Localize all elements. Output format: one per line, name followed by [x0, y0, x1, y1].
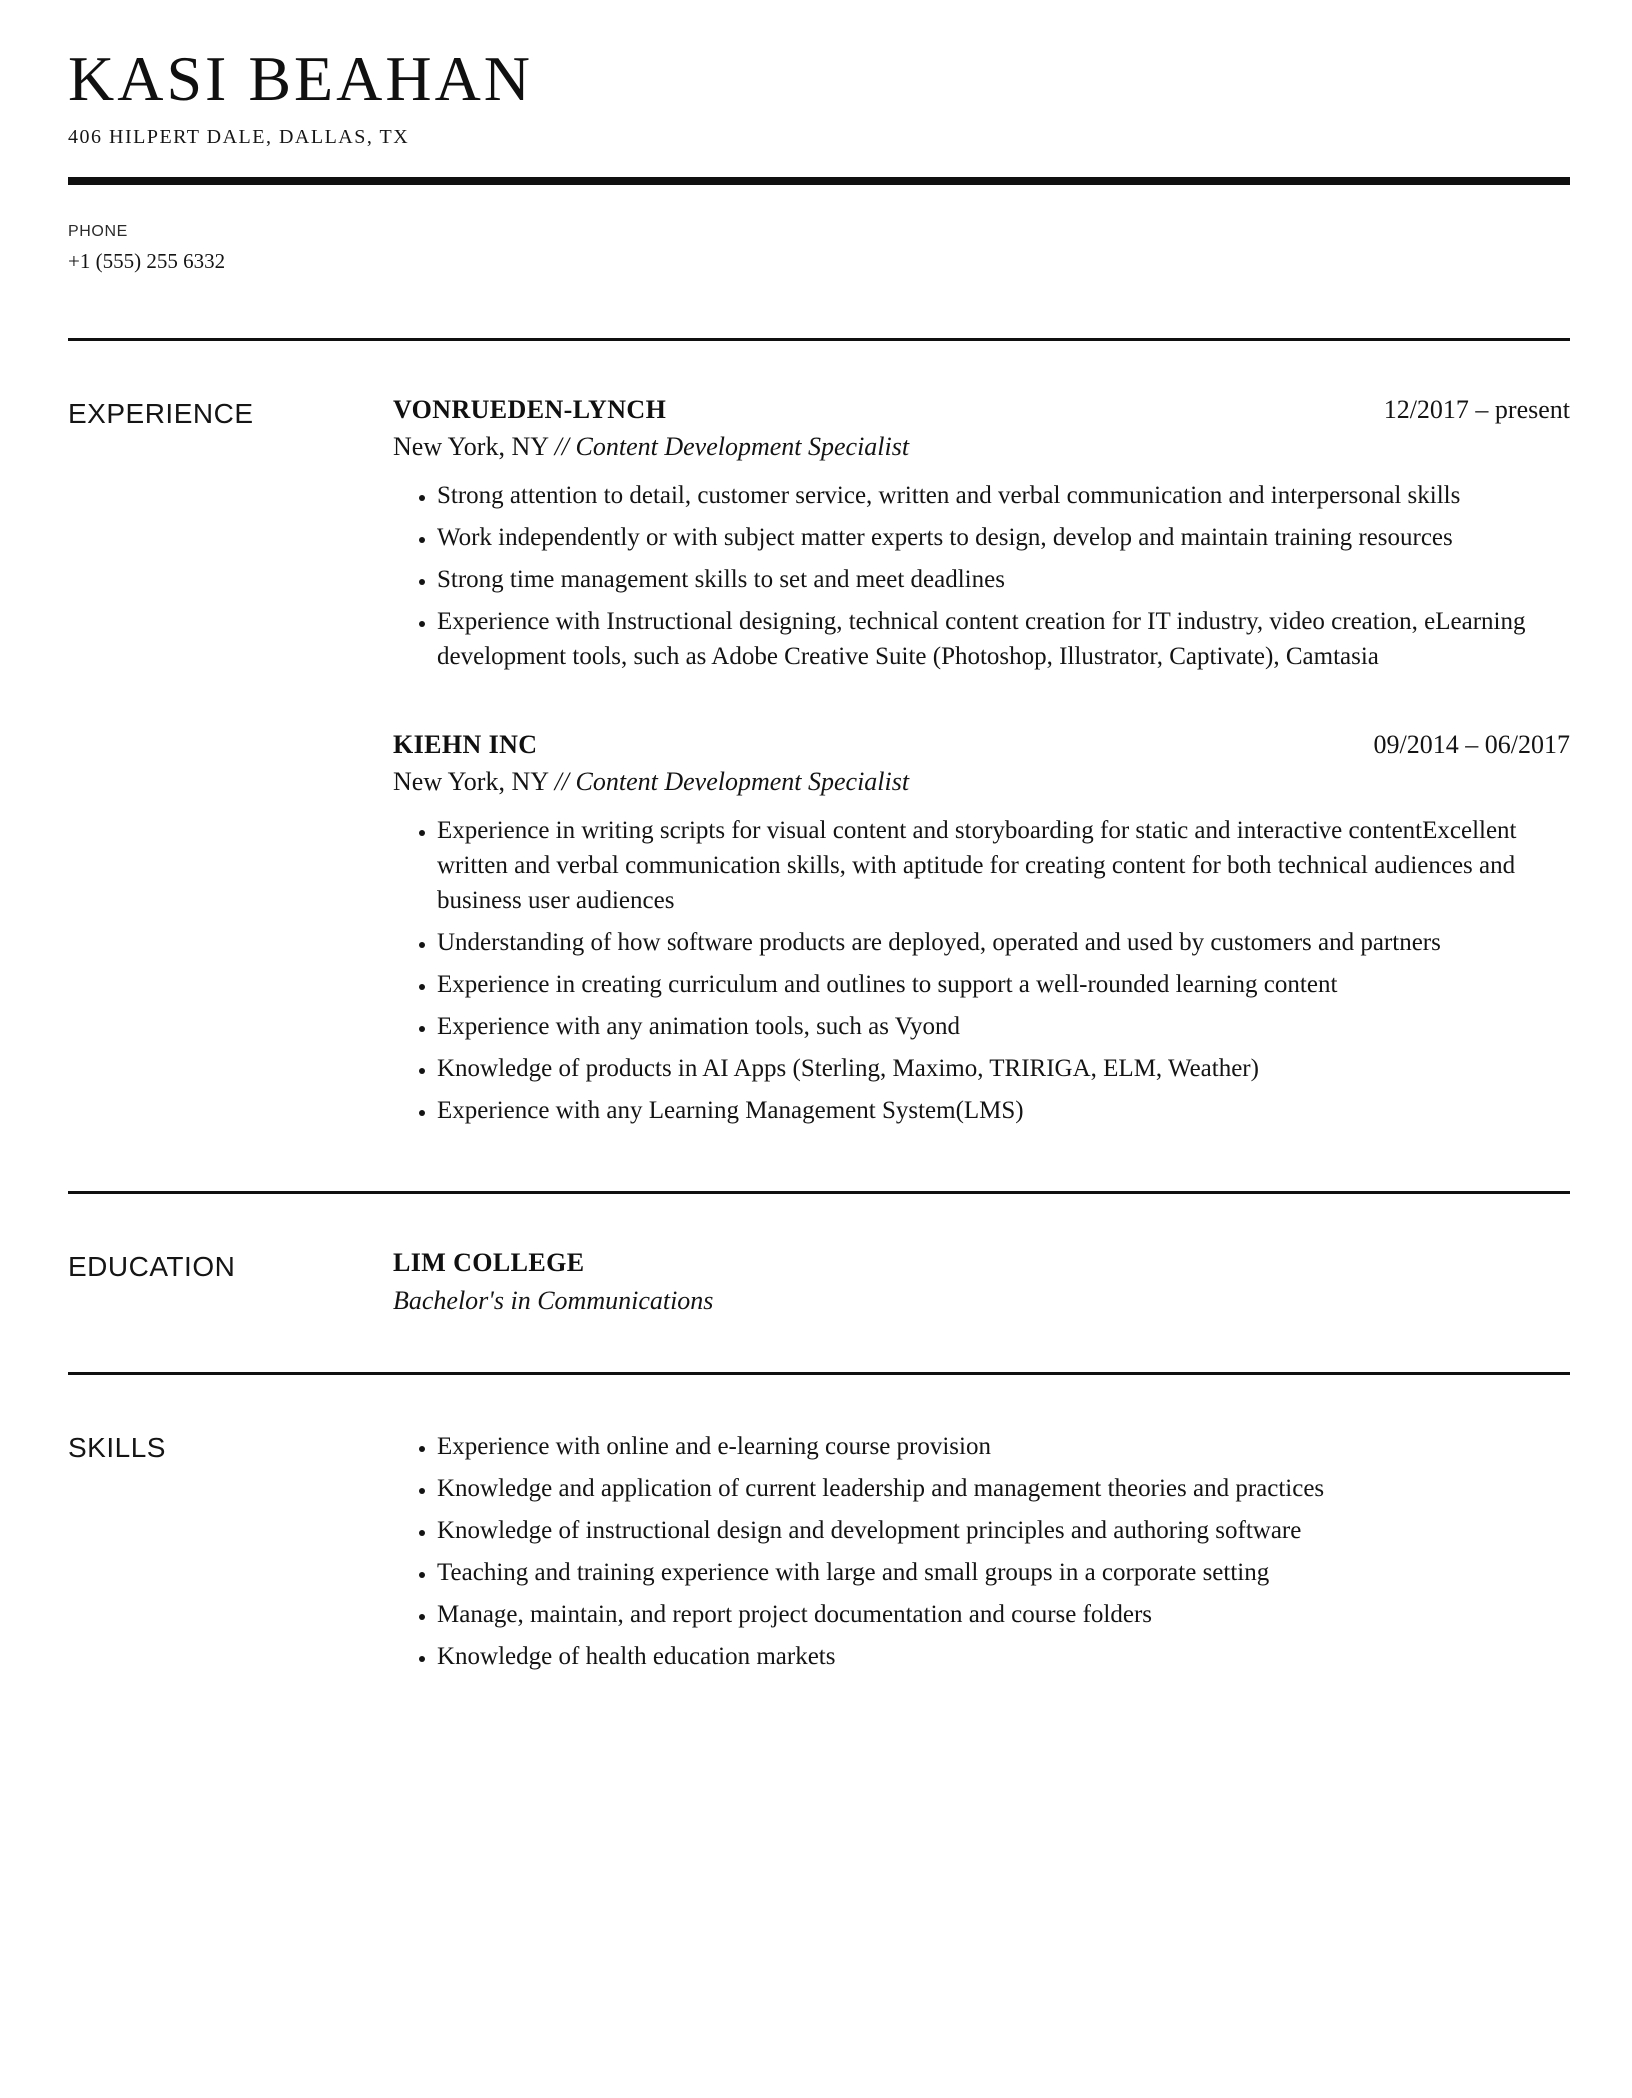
bullet-item: • Experience with any animation tools, such as Vyond — [437, 1009, 1570, 1044]
education-heading: EDUCATION — [68, 1251, 236, 1283]
bullet-item: • Understanding of how software products are deployed, operated and used by customers and partners — [437, 925, 1570, 960]
job-entry-vonrueden-lynch — [393, 395, 1570, 674]
bullet-item: • Experience with Instructional designing, technical content creation for IT industry, video creation, eLearning development tools, such as Adobe Creative Suite (Photoshop, Illustrator, Captivate), Camtasia — [437, 604, 1570, 674]
bullet-item: • Strong attention to detail, customer service, written and verbal communication and interpersonal skills — [437, 478, 1570, 513]
education-content — [393, 1248, 1570, 1316]
job-title-separator: // — [554, 432, 570, 462]
bullet-item: • Experience with online and e-learning course provision — [437, 1429, 1570, 1464]
resume-header — [68, 44, 1570, 149]
skills-bullet-list — [393, 1429, 1570, 1674]
bullet-item: • Experience in writing scripts for visual content and storyboarding for static and interactive contentExcellent written and verbal communication skills, with aptitude for creating content for both technical audiences and business user audiences — [437, 813, 1570, 918]
company-name: VONRUEDEN-LYNCH — [393, 395, 667, 425]
bullet-item: • Manage, maintain, and report project documentation and course folders — [437, 1597, 1570, 1632]
education-section — [68, 1194, 1570, 1372]
degree-name: Bachelor's in Communications — [393, 1286, 714, 1316]
experience-section — [68, 341, 1570, 1191]
job-dates: 12/2017 – present — [1383, 395, 1570, 425]
job-subtitle — [393, 767, 1570, 797]
experience-content — [393, 395, 1570, 1135]
bullet-item: • Strong time management skills to set and meet deadlines — [437, 562, 1570, 597]
phone-label: PHONE — [68, 223, 128, 241]
bullet-item: • Work independently or with subject matter experts to design, develop and maintain training resources — [437, 520, 1570, 555]
experience-heading: EXPERIENCE — [68, 398, 254, 430]
skills-heading: SKILLS — [68, 1432, 166, 1464]
job-title — [555, 767, 910, 796]
candidate-address: 406 HILPERT DALE, DALLAS, TX — [68, 126, 410, 149]
job-bullet-list — [393, 813, 1570, 1128]
job-dates: 09/2014 – 06/2017 — [1373, 730, 1570, 760]
bullet-item: • Knowledge of instructional design and development principles and authoring software — [437, 1513, 1570, 1548]
company-name: KIEHN INC — [393, 730, 538, 760]
job-title-text: Content Development Specialist — [575, 767, 910, 797]
contact-block — [68, 223, 1570, 274]
bullet-item: • Knowledge of health education markets — [437, 1639, 1570, 1674]
bullet-item: • Knowledge of products in AI Apps (Sterling, Maximo, TRIRIGA, ELM, Weather) — [437, 1051, 1570, 1086]
skills-section — [68, 1375, 1570, 1737]
job-header — [393, 730, 1570, 760]
phone-number: +1 (555) 255 6332 — [68, 249, 226, 274]
job-title-separator: // — [554, 767, 570, 797]
header-divider — [68, 177, 1570, 185]
skills-content — [393, 1429, 1570, 1681]
bullet-item: • Teaching and training experience with large and small groups in a corporate setting — [437, 1555, 1570, 1590]
candidate-name: KASI BEAHAN — [68, 43, 533, 114]
job-title-text: Content Development Specialist — [575, 432, 910, 462]
job-header — [393, 395, 1570, 425]
job-entry-kiehn-inc — [393, 730, 1570, 1128]
bullet-item: • Experience in creating curriculum and outlines to support a well-rounded learning content — [437, 967, 1570, 1002]
job-location: New York, NY — [393, 432, 549, 462]
bullet-item: • Knowledge and application of current leadership and management theories and practices — [437, 1471, 1570, 1506]
job-bullet-list — [393, 478, 1570, 674]
job-title — [555, 432, 910, 461]
bullet-item: • Experience with any Learning Management System(LMS) — [437, 1093, 1570, 1128]
school-name: LIM COLLEGE — [393, 1248, 585, 1278]
job-location: New York, NY — [393, 767, 549, 797]
job-subtitle — [393, 432, 1570, 462]
